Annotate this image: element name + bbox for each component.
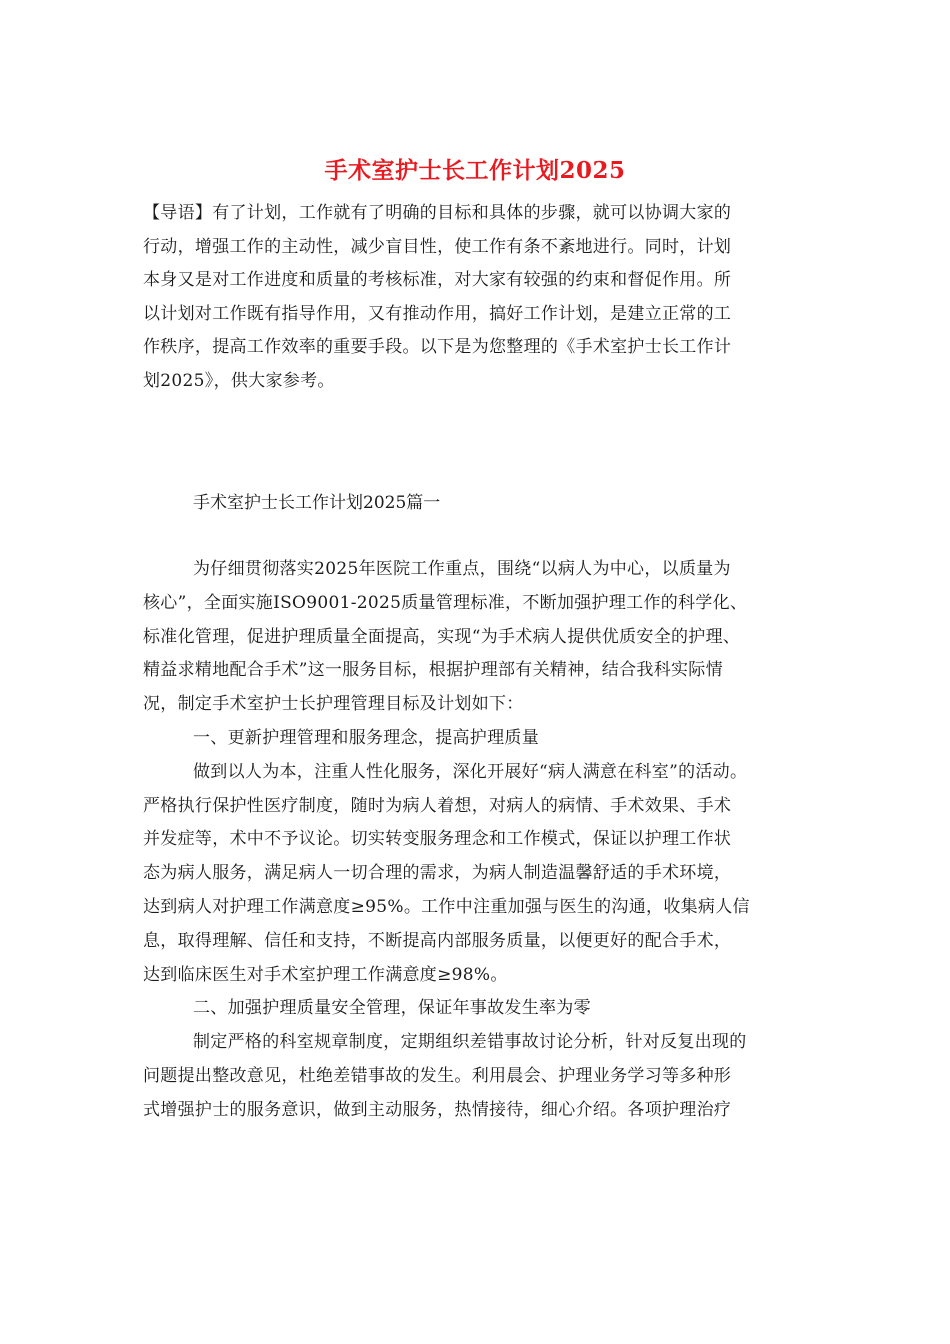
intro-line: 以计划对工作既有指导作用，又有推动作用，搞好工作计划，是建立正常的工 <box>143 303 732 324</box>
section-heading: 二、加强护理质量安全管理，保证年事故发生率为零 <box>193 998 591 1019</box>
intro-paragraph <box>143 197 823 398</box>
body-line: 为仔细贯彻落实2025年医院工作重点，围绕“以病人为中心，以质量为 <box>193 559 731 579</box>
body-line: 问题提出整改意见，杜绝差错事故的发生。利用晨会、护理业务学习等多种形 <box>143 1065 732 1086</box>
body-text <box>143 553 833 1128</box>
section-title: 手术室护士长工作计划2025篇一 <box>193 493 441 513</box>
body-line: 精益求精地配合手术”这一服务目标，根据护理部有关精神，结合我科实际情 <box>143 660 723 681</box>
body-line: 式增强护士的服务意识，做到主动服务，热情接待，细心介绍。各项护理治疗 <box>143 1099 732 1120</box>
intro-line: 划2025》，供大家参考。 <box>143 370 335 391</box>
intro-line: 【导语】有了计划，工作就有了明确的目标和具体的步骤，就可以协调大家的 <box>143 203 732 223</box>
body-line: 标准化管理，促进护理质量全面提高，实现“为手术病人提供优质安全的护理、 <box>143 626 741 647</box>
body-line: 息，取得理解、信任和支持，不断提高内部服务质量，以便更好的配合手术， <box>143 930 732 951</box>
body-line: 做到以人为本，注重人性化服务，深化开展好“病人满意在科室”的活动。 <box>193 761 748 782</box>
section-heading: 一、更新护理管理和服务理念，提高护理质量 <box>193 727 539 748</box>
body-line: 核心”，全面实施ISO9001-2025质量管理标准，不断加强护理工作的科学化、 <box>143 592 748 613</box>
intro-line: 作秩序，提高工作效率的重要手段。以下是为您整理的《手术室护士长工作计 <box>143 337 732 357</box>
body-line: 严格执行保护性医疗制度，随时为病人着想，对病人的病情、手术效果、手术 <box>143 795 732 816</box>
body-line: 并发症等，术中不予议论。切实转变服务理念和工作模式，保证以护理工作状 <box>143 829 732 850</box>
body-line: 达到病人对护理工作满意度≥95%。工作中注重加强与医生的沟通，收集病人信 <box>143 896 750 917</box>
intro-line: 本身又是对工作进度和质量的考核标准，对大家有较强的约束和督促作用。所 <box>143 270 732 290</box>
body-line: 况，制定手术室护士长护理管理目标及计划如下： <box>143 694 524 715</box>
intro-line: 行动，增强工作的主动性，减少盲目性，使工作有条不紊地进行。同时，计划 <box>143 236 732 257</box>
body-line: 制定严格的科室规章制度，定期组织差错事故讨论分析，针对反复出现的 <box>193 1032 747 1053</box>
body-line: 态为病人服务，满足病人一切合理的需求，为病人制造温馨舒适的手术环境， <box>143 863 732 884</box>
document-title: 手术室护士长工作计划2025 <box>324 157 626 184</box>
body-line: 达到临床医生对手术室护理工作满意度≥98%。 <box>143 964 508 985</box>
